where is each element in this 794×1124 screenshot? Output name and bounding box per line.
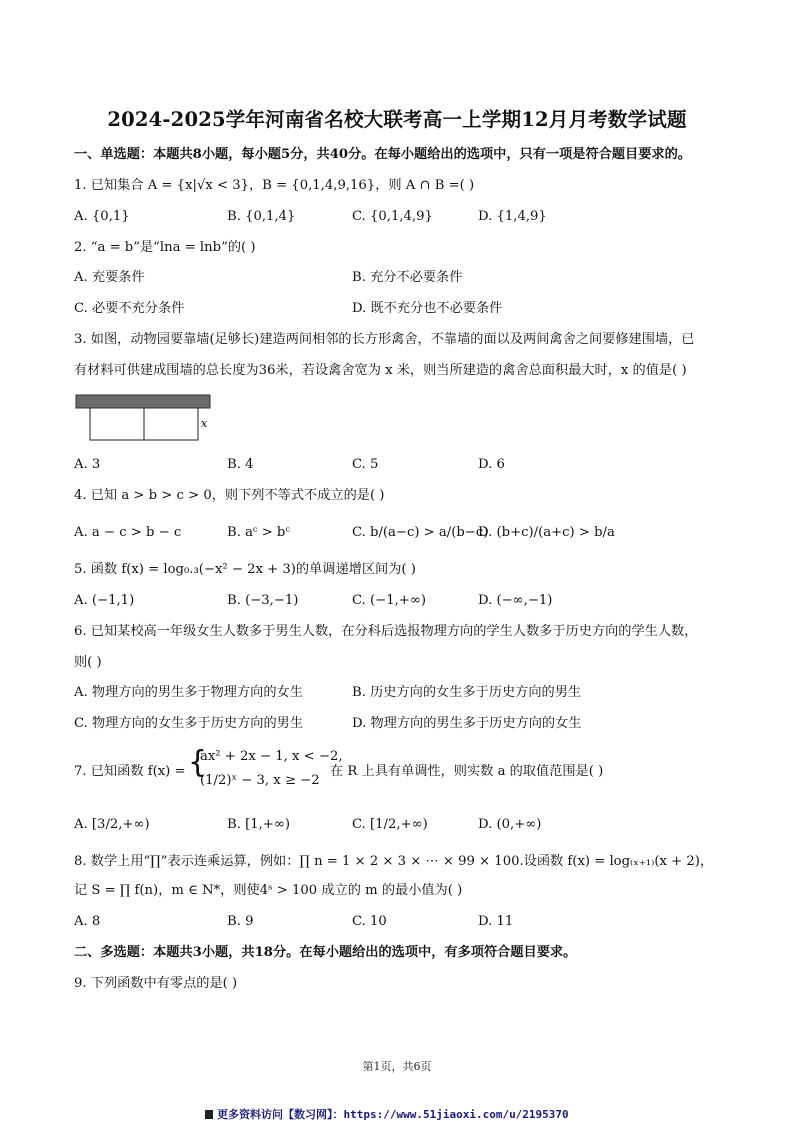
page-footer: 第1页，共6页 <box>362 1060 432 1073</box>
q5-option-a: A. (−1,1) <box>74 593 135 608</box>
q7-option-d: D. (0,+∞) <box>478 817 542 832</box>
question-1-stem: 1. 已知集合 A = {x|√x < 3}，B = {0,1,4,9,16}，则 A ∩ B =( ) <box>74 178 475 193</box>
q6-option-b: B. 历史方向的女生多于历史方向的男生 <box>352 685 582 700</box>
q6-option-d: D. 物理方向的男生多于历史方向的女生 <box>352 716 582 731</box>
question-9-stem: 9. 下列函数中有零点的是( ) <box>74 976 238 991</box>
q8-option-a: A. 8 <box>74 914 101 929</box>
question-4-stem: 4. 已知 a > b > c > 0，则下列不等式不成立的是( ) <box>74 488 385 503</box>
q5-option-d: D. (−∞,−1) <box>478 593 553 608</box>
flag-icon <box>205 1110 213 1119</box>
question-2-stem: 2. “a = b”是“lna = lnb”的( ) <box>74 240 256 255</box>
question-5-stem: 5. 函数 f(x) = log₀.₃(−x² − 2x + 3)的单调递增区间为( ) <box>74 562 416 577</box>
question-8-stem-line-2: 记 S = ∏ f(n)，m ∈ N*，则使4ˢ > 100 成立的 m 的最小值为( ) <box>74 883 463 898</box>
q1-option-b: B. {0,1,4} <box>227 209 296 224</box>
q7-case-2: (1/2)ˣ − 3, x ≥ −2 <box>200 773 320 788</box>
q4-option-c: C. b/(a−c) > a/(b−c) <box>352 525 489 540</box>
q2-option-b: B. 充分不必要条件 <box>352 270 463 285</box>
q4-option-b: B. aᶜ > bᶜ <box>227 525 290 540</box>
q4-option-d: D. (b+c)/(a+c) > b/a <box>478 525 615 540</box>
q6-option-c: C. 物理方向的女生多于历史方向的男生 <box>74 716 304 731</box>
q5-option-b: B. (−3,−1) <box>227 593 299 608</box>
q5-option-c: C. (−1,+∞) <box>352 593 426 608</box>
q4-option-a: A. a − c > b − c <box>74 525 182 540</box>
q3-option-d: D. 6 <box>478 457 505 472</box>
q3-option-b: B. 4 <box>227 457 254 472</box>
question-3-stem-line-2: 有材料可供建成围墙的总长度为36米，若设禽舍宽为 x 米，则当所建造的禽舍总面积最大时，x 的值是( ) <box>74 363 687 378</box>
q1-option-a: A. {0,1} <box>74 209 130 224</box>
question-6-stem-line-1: 6. 已知某校高一年级女生人数多于男生人数，在分科后选报物理方向的学生人数多于历史方向的学生人数， <box>74 624 698 639</box>
question-7-suffix: 在 R 上具有单调性，则实数 a 的取值范围是( ) <box>330 764 604 779</box>
q7-option-a: A. [3/2,+∞) <box>74 817 150 832</box>
section-single-choice: 一、单选题：本题共8小题，每小题5分，共40分。在每小题给出的选项中，只有一项是符合题目要求的。 <box>74 147 691 162</box>
q6-option-a: A. 物理方向的男生多于物理方向的女生 <box>74 685 303 700</box>
q3-option-c: C. 5 <box>352 457 379 472</box>
enclosure-figure <box>74 394 214 444</box>
q7-option-c: C. [1/2,+∞) <box>352 817 428 832</box>
promo-banner[interactable] <box>205 1106 569 1122</box>
page-title: 2024-2025学年河南省名校大联考高一上学期12月月考数学试题 <box>107 108 687 131</box>
section-multiple-choice: 二、多选题：本题共3小题，共18分。在每小题给出的选项中，有多项符合题目要求。 <box>74 945 577 960</box>
promo-banner-text: 更多资料访问【数习网】：https://www.51jiaoxi.com/u/2195370 <box>217 1108 569 1121</box>
width-label-x: x <box>201 417 208 430</box>
wall-bar <box>76 395 210 408</box>
q8-option-c: C. 10 <box>352 914 387 929</box>
q8-option-b: B. 9 <box>227 914 254 929</box>
q8-option-d: D. 11 <box>478 914 514 929</box>
q3-option-a: A. 3 <box>74 457 101 472</box>
question-7-prefix: 7. 已知函数 f(x) = <box>74 764 186 779</box>
q2-option-a: A. 充要条件 <box>74 270 145 285</box>
q2-option-d: D. 既不充分也不必要条件 <box>352 301 503 316</box>
question-8-stem-line-1: 8. 数学上用“∏”表示连乘运算，例如：∏ n = 1 × 2 × 3 × ⋯ × 99 × 100.设函数 f(x) = log₍ₓ₊₁₎(x + 2)， <box>74 854 714 869</box>
q2-option-c: C. 必要不充分条件 <box>74 301 185 316</box>
question-6-stem-line-2: 则( ) <box>74 655 102 670</box>
q1-option-c: C. {0,1,4,9} <box>352 209 433 224</box>
q7-option-b: B. [1,+∞) <box>227 817 290 832</box>
q1-option-d: D. {1,4,9} <box>478 209 547 224</box>
question-3-stem-line-1: 3. 如图，动物园要靠墙(足够长)建造两间相邻的长方形禽舍，不靠墙的面以及两间禽舍之间要修建围墙，已 <box>74 332 695 347</box>
piecewise-brace: { <box>188 745 208 780</box>
q7-case-1: ax² + 2x − 1, x < −2, <box>200 749 343 764</box>
